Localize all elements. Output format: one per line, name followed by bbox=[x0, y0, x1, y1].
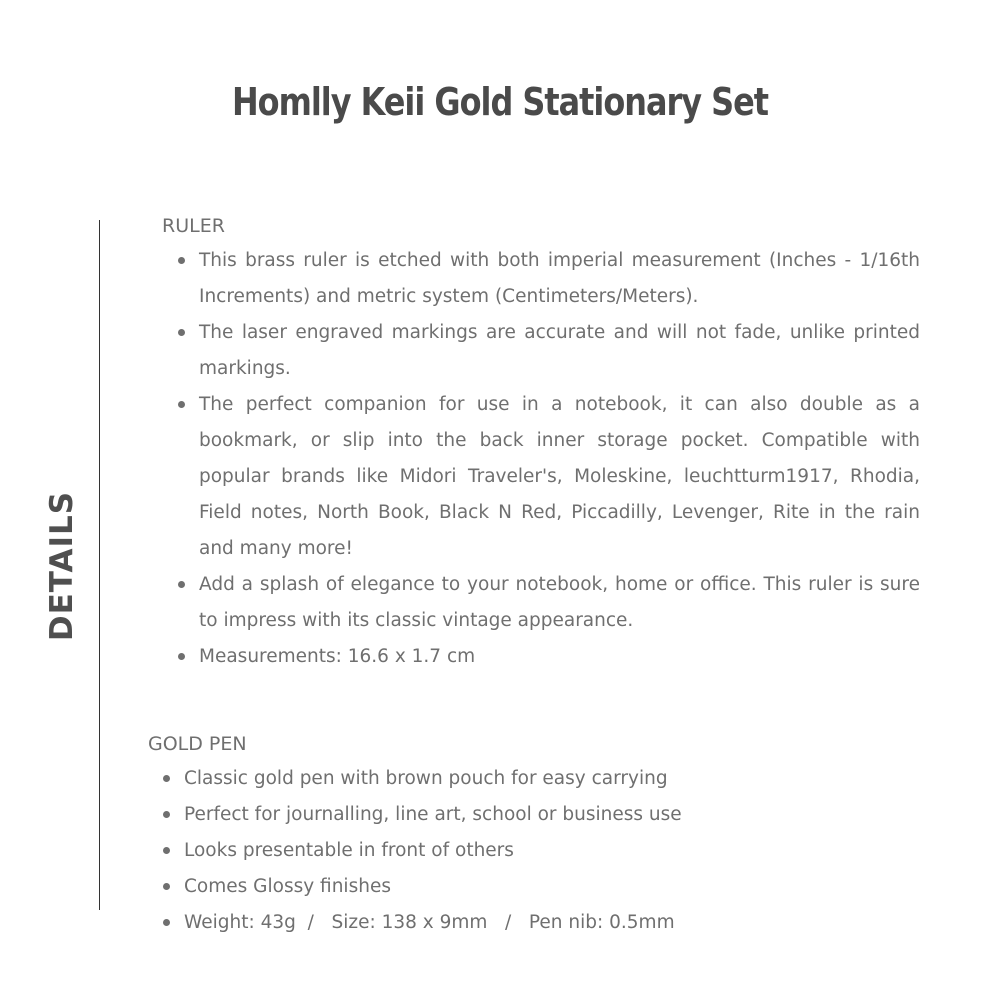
list-item bbox=[199, 243, 920, 315]
vertical-divider bbox=[99, 220, 100, 910]
bullet-icon bbox=[163, 775, 170, 782]
list-item-text: Classic gold pen with brown pouch for easy carrying bbox=[184, 768, 668, 789]
list-item bbox=[184, 761, 964, 797]
list-item-text: Add a splash of elegance to your notebook, home or office. This ruler is sure to impress with its classic vintage appearance. bbox=[199, 574, 920, 631]
list-item bbox=[199, 639, 920, 675]
list-item-text: Looks presentable in front of others bbox=[184, 840, 514, 861]
bullet-icon bbox=[163, 847, 170, 854]
list-item-text: The perfect companion for use in a notebook, it can also double as a bookmark, or slip into the back inner storage pocket. Compatible with popular brands like Midori Traveler's, Moleskine, leuchtturm1917, Rhodia, Field notes, North Book, Black N Red, Piccadilly, Levenger, Rite in the rain and many more! bbox=[199, 394, 920, 559]
gold-pen-heading: GOLD PEN bbox=[148, 733, 247, 755]
list-item-text: Comes Glossy finishes bbox=[184, 876, 391, 897]
bullet-icon bbox=[178, 257, 185, 264]
bullet-icon bbox=[178, 401, 185, 408]
bullet-icon bbox=[163, 919, 170, 926]
bullet-icon bbox=[178, 329, 185, 336]
bullet-icon bbox=[178, 581, 185, 588]
list-item-text: Perfect for journalling, line art, school or business use bbox=[184, 804, 682, 825]
list-item bbox=[184, 905, 964, 941]
list-item-text: Measurements: 16.6 x 1.7 cm bbox=[199, 646, 476, 667]
bullet-icon bbox=[178, 653, 185, 660]
gold-pen-bullet-list bbox=[184, 761, 964, 941]
details-side-label: DETAILS bbox=[44, 490, 80, 642]
ruler-bullet-list bbox=[199, 243, 920, 675]
list-item bbox=[199, 387, 920, 567]
list-item-text: Weight: 43g / Size: 138 x 9mm / Pen nib: 0.5mm bbox=[184, 912, 675, 933]
list-item bbox=[184, 797, 964, 833]
ruler-heading: RULER bbox=[162, 215, 225, 237]
page-title: Homlly Keii Gold Stationary Set bbox=[231, 80, 769, 124]
list-item bbox=[199, 315, 920, 387]
list-item bbox=[184, 869, 964, 905]
bullet-icon bbox=[163, 811, 170, 818]
bullet-icon bbox=[163, 883, 170, 890]
list-item bbox=[199, 567, 920, 639]
list-item bbox=[184, 833, 964, 869]
list-item-text: This brass ruler is etched with both imperial measurement (Inches - 1/16th Increments) and metric system (Centimeters/Meters). bbox=[199, 250, 920, 307]
list-item-text: The laser engraved markings are accurate and will not fade, unlike printed markings. bbox=[199, 322, 920, 379]
